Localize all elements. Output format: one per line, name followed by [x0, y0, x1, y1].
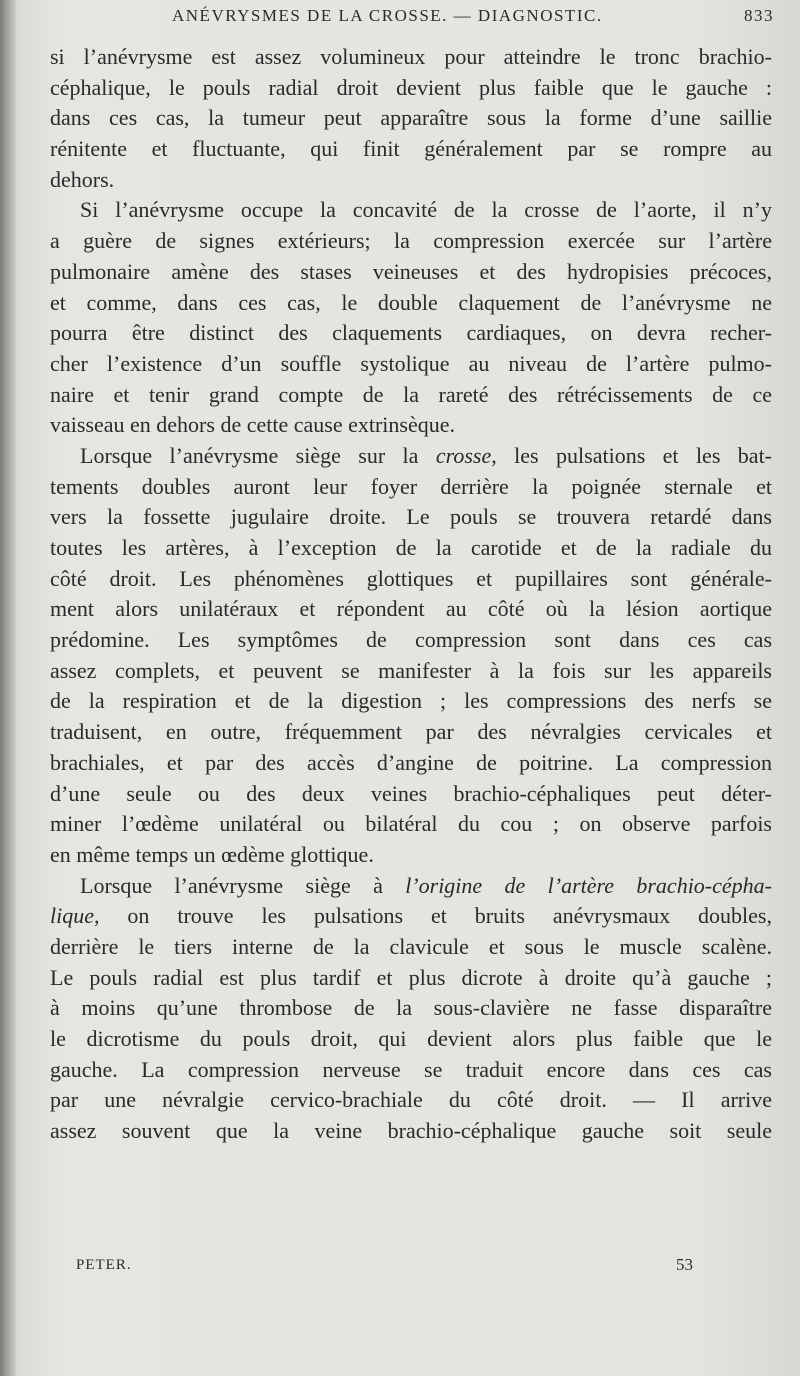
signature-mark: PETER. [76, 1257, 132, 1273]
text-line: vaisseau en dehors de cette cause extrinsèque. [50, 412, 455, 438]
body-text [50, 42, 772, 1147]
page-footer [76, 1253, 766, 1277]
text-line: prédomine. Les symptômes de compression sont dans ces cas [50, 627, 772, 653]
text-line: lique, on trouve les pulsations et bruits anévrysmaux doubles, [50, 903, 772, 929]
text-line: en même temps un œdème glottique. [50, 841, 374, 867]
italic-text: l’origine de l’artère brachio-cépha- [405, 872, 772, 898]
text-line: Lorsque l’anévrysme siège sur la crosse, les pulsations et les bat- [80, 442, 773, 468]
text-line: par une névralgie cervico-brachiale du côté droit. — Il arrive [50, 1087, 772, 1113]
text-line: d’une seule ou des deux veines brachio-céphaliques peut déter- [50, 780, 772, 806]
book-binding-shadow [0, 0, 16, 1376]
running-title: ANÉVRYSMES DE LA CROSSE. — DIAGNOSTIC. [172, 6, 603, 25]
text-line: traduisent, en outre, fréquemment par des névralgies cervicales et [50, 719, 772, 745]
text-line: céphalique, le pouls radial droit devient plus faible que le gauche : [50, 74, 772, 100]
text-line: tements doubles auront leur foyer derrière la poignée sternale et [50, 473, 772, 499]
text-line: Le pouls radial est plus tardif et plus dicrote à droite qu’à gauche ; [50, 964, 772, 990]
running-header [172, 6, 772, 32]
text-line: pourra être distinct des claquements cardiaques, on devra recher- [50, 320, 772, 346]
text-line: naire et tenir grand compte de la rareté des rétrécissements de ce [50, 381, 772, 407]
text-line: gauche. La compression nerveuse se traduit encore dans ces cas [50, 1056, 772, 1082]
text-line: dehors. [50, 166, 115, 192]
italic-text: lique [50, 903, 94, 929]
italic-text: crosse [435, 442, 492, 468]
text-line: a guère de signes extérieurs; la compression exercée sur l’artère [50, 228, 772, 254]
text-line: le dicrotisme du pouls droit, qui devient alors plus faible que le [50, 1026, 772, 1051]
page-number: 833 [744, 6, 774, 25]
text-line: ment alors unilatéraux et répondent au côté où la lésion aortique [50, 596, 772, 622]
text-line: toutes les artères, à l’exception de la carotide et de la radiale du [50, 535, 772, 560]
text-line: si l’anévrysme est assez volumineux pour atteindre le tronc brachio- [50, 44, 772, 69]
text-line: vers la fossette jugulaire droite. Le pouls se trouvera retardé dans [50, 504, 772, 530]
text-line: dans ces cas, la tumeur peut apparaître sous la forme d’une saillie [50, 105, 772, 131]
text-line: et comme, dans ces cas, le double claquement de l’anévrysme ne [50, 289, 772, 315]
text-line: assez souvent que la veine brachio-céphalique gauche soit seule [50, 1118, 772, 1144]
text-line: brachiales, et par des accès d’angine de poitrine. La compression [50, 749, 772, 775]
text-line: de la respiration et de la digestion ; les compressions des nerfs se [50, 688, 772, 714]
text-line: Lorsque l’anévrysme siège à l’origine de l’artère brachio-cépha- [80, 872, 772, 898]
text-line: assez complets, et peuvent se manifester à la fois sur les appareils [50, 657, 772, 683]
text-line: à moins qu’une thrombose de la sous-clavière ne fasse disparaître [50, 995, 772, 1021]
text-line: miner l’œdème unilatéral ou bilatéral du cou ; on observe parfois [50, 811, 772, 837]
signature-number: 53 [676, 1255, 693, 1274]
text-line: rénitente et fluctuante, qui finit généralement par se rompre au [50, 136, 772, 162]
text-line: derrière le tiers interne de la clavicule et sous le muscle scalène. [50, 933, 772, 959]
text-line: pulmonaire amène des stases veineuses et des hydropisies précoces, [50, 258, 772, 284]
text-line: cher l’existence d’un souffle systolique au niveau de l’artère pulmo- [50, 350, 772, 376]
text-line: côté droit. Les phénomènes glottiques et pupillaires sont générale- [50, 565, 772, 591]
text-line: Si l’anévrysme occupe la concavité de la crosse de l’aorte, il n’y [80, 197, 772, 223]
